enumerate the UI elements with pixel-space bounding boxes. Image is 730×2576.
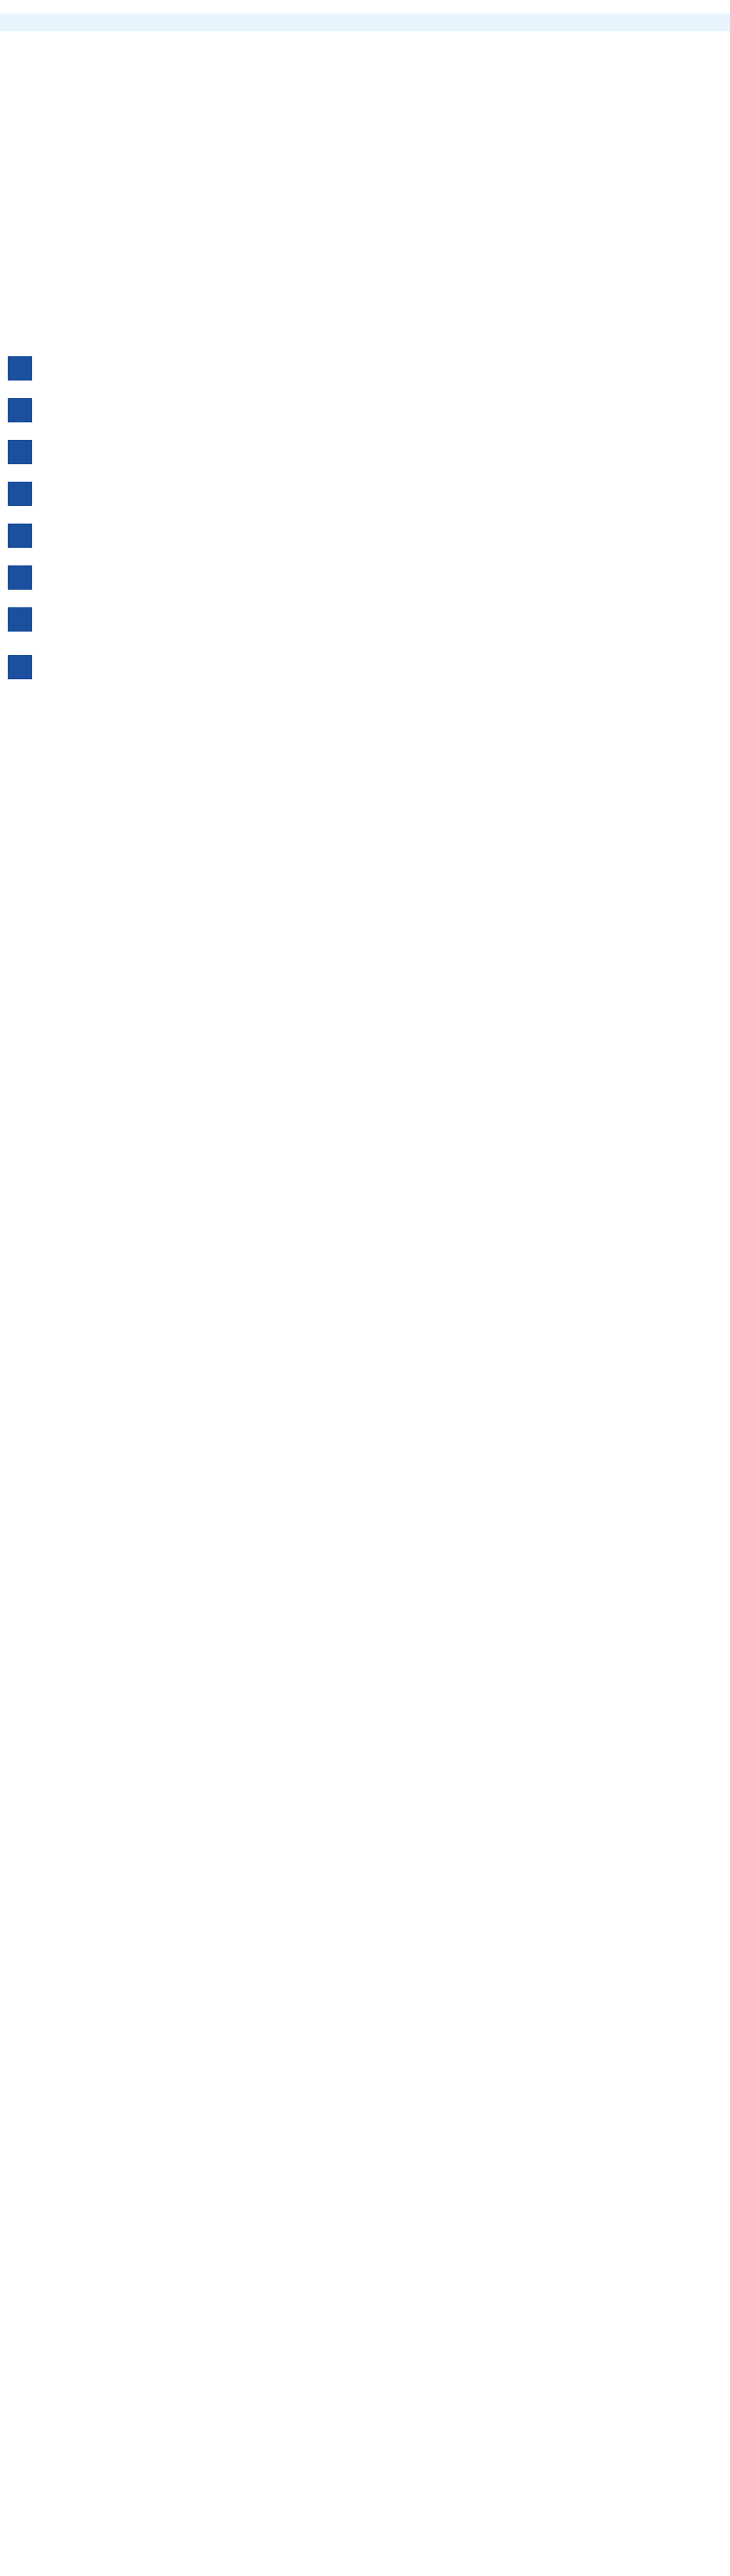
section-2-badge [8,398,32,422]
order-flow-diagram [0,31,730,346]
section-4-header [8,482,730,506]
section-1-header [8,356,730,381]
section-8-badge [8,655,32,679]
section-1-badge [8,356,32,381]
section-6-badge [8,565,32,590]
marking-section [0,639,730,645]
section-5-header [8,524,730,548]
section-3-badge [8,440,32,464]
section-2-header [8,398,730,422]
section-7-badge [8,607,32,632]
section-4-badge [8,482,32,506]
section-3-header [8,440,730,464]
section-7-header [8,607,730,632]
page-header [0,14,730,31]
section-6-header [8,565,730,590]
section-5-badge [8,524,32,548]
section-8-header [8,655,730,679]
